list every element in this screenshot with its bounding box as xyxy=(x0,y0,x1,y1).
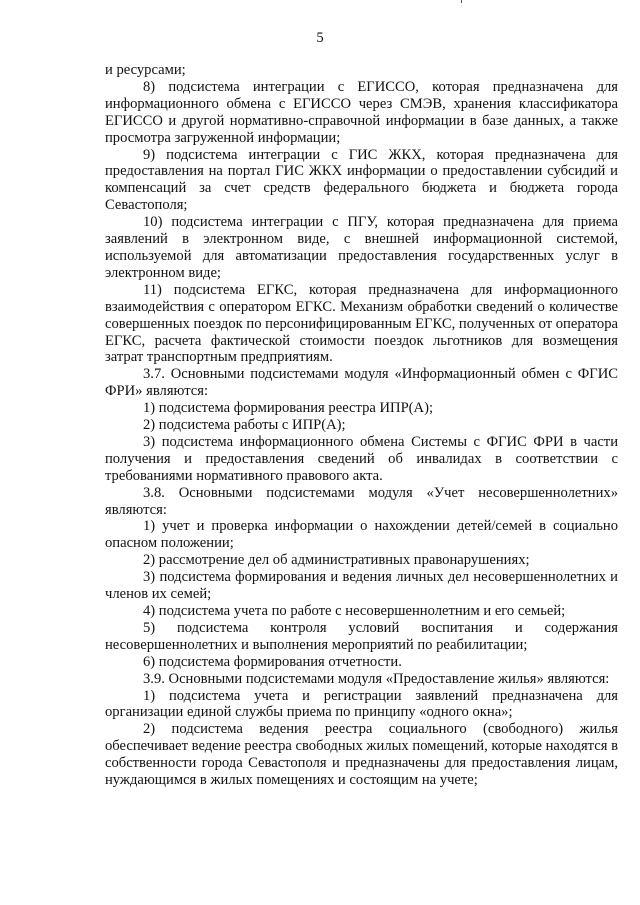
list-item-3-8-6: 6) подсистема формирования отчетности. xyxy=(143,653,402,670)
list-item-3-9-1: 1) подсистема учета и регистрации заявлений предназначена для организации единой службы приема по принципу «одного окна»; xyxy=(105,687,618,721)
list-item-3-7-3: 3) подсистема информационного обмена Системы с ФГИС ФРИ в части получения и предоставления сведений об инвалидах в соответствии с требованиями нормативного правового акта. xyxy=(105,433,618,484)
list-item-3-8-2: 2) рассмотрение дел об административных правонарушениях; xyxy=(143,552,530,569)
scan-mark xyxy=(458,0,472,4)
list-item-3-9-2: 2) подсистема ведения реестра социального (свободного) жилья обеспечивает ведение реестра свободных жилых помещений, которые находятся в собственности города Севастополя и предназначены для предоставления лицам, нуждающимся в жилых помещениях и состоящим на учете; xyxy=(105,721,618,789)
document-body xyxy=(105,62,618,789)
section-3-7-heading: 3.7. Основными подсистемами модуля «Информационный обмен с ФГИС ФРИ» являются: xyxy=(105,366,618,400)
list-item-10-pgu: 10) подсистема интеграции с ПГУ, которая предназначена для приема заявлений в электронном виде, с внешней информационной системой, используемой для автоматизации предоставления государственных услуг в электронном виде; xyxy=(105,214,618,281)
paragraph-continuation: и ресурсами; xyxy=(105,62,186,78)
section-3-9-heading: 3.9. Основными подсистемами модуля «Предоставление жилья» являются: xyxy=(143,670,610,687)
list-item-3-8-3: 3) подсистема формирования и ведения личных дел несовершеннолетних и членов их семей; xyxy=(105,569,618,603)
list-item-3-8-5: 5) подсистема контроля условий воспитания и содержания несовершеннолетних и выполнения мероприятий по реабилитации; xyxy=(105,619,618,653)
list-item-11-egks: 11) подсистема ЕГКС, которая предназначена для информационного взаимодействия с оператором ЕГКС. Механизм обработки сведений о количестве совершенных поездок по персонифицированным ЕГКС, полученных от оператора ЕГКС, расчета фактической стоимости поездок льготников для возмещения затрат транспортным предприятиям. xyxy=(105,281,618,366)
list-item-9-gis-zhkh: 9) подсистема интеграции с ГИС ЖКХ, которая предназначена для предоставления на портал ГИС ЖКХ информации о предоставлении субсидий и компенсаций за счет средств федерального бюджета и бюджета города Севастополя; xyxy=(105,146,618,214)
list-item-3-8-1: 1) учет и проверка информации о нахождении детей/семей в социально опасном положении; xyxy=(105,518,618,552)
page-number: 5 xyxy=(316,30,324,46)
section-3-8-heading: 3.8. Основными подсистемами модуля «Учет несовершеннолетних» являются: xyxy=(105,484,618,518)
list-item-3-8-4: 4) подсистема учета по работе с несовершеннолетним и его семьей; xyxy=(143,603,566,619)
list-item-8-egisso: 8) подсистема интеграции с ЕГИССО, которая предназначена для информационного обмена с ЕГИССО через СМЭВ, хранения классификатора ЕГИССО и другой нормативно-справочной информации в базе данных, а также просмотра загруженной информации; xyxy=(105,78,618,146)
list-item-3-7-2: 2) подсистема работы с ИПР(А); xyxy=(143,417,346,434)
list-item-3-7-1: 1) подсистема формирования реестра ИПР(А); xyxy=(143,400,434,417)
